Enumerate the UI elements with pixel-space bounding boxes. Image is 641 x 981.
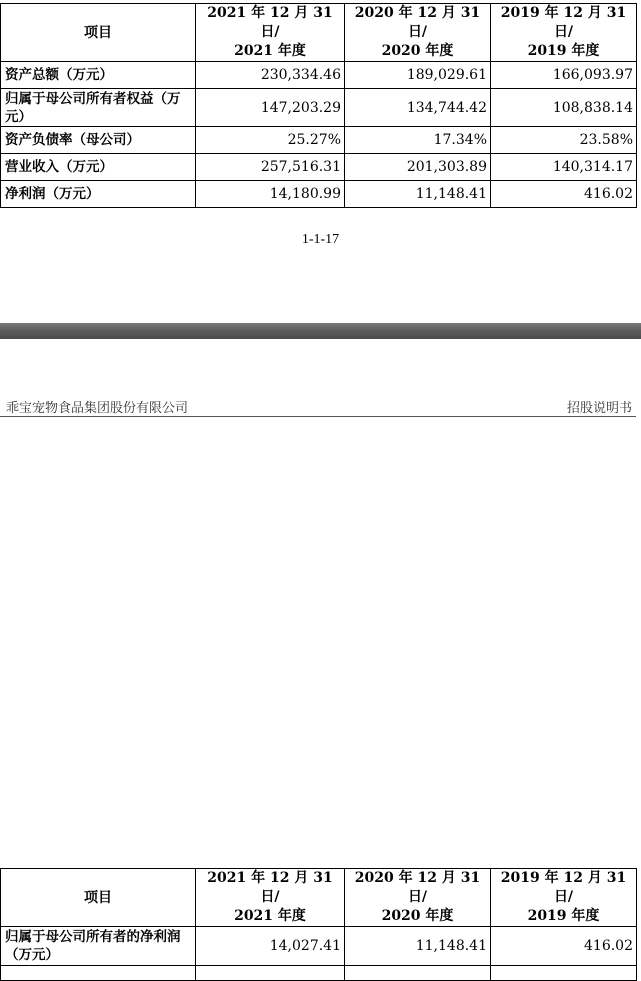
row-label: 净利润（万元） — [1, 181, 196, 208]
cell-2020: 11,148.41 — [345, 927, 491, 966]
row-label: 资产总额（万元） — [1, 62, 196, 89]
document-title: 招股说明书 — [566, 401, 632, 416]
header-2021-line1: 2021 年 12 月 31 日/ — [207, 5, 333, 40]
header-2021-line2: 2021 年度 — [234, 43, 306, 59]
cut-cell — [196, 966, 345, 981]
row-label: 归属于母公司所有者的净利润（万元） — [1, 927, 196, 966]
cell-2020: 17.34% — [345, 127, 491, 154]
table-row — [1, 127, 637, 154]
continued-table-frame — [0, 434, 641, 963]
cell-2020: 189,029.61 — [345, 62, 491, 89]
header-2019 — [491, 869, 637, 927]
header-2019-line1: 2019 年 12 月 31 日/ — [500, 5, 627, 40]
cell-2021: 14,180.99 — [196, 181, 345, 208]
header-2021-line1: 2021 年 12 月 31 日/ — [207, 870, 333, 905]
cell-2021: 25.27% — [196, 127, 345, 154]
table-row-cut-off — [1, 966, 637, 981]
table-row — [1, 927, 637, 966]
row-label: 归属于母公司所有者权益（万元） — [1, 89, 196, 127]
cell-2021: 257,516.31 — [196, 154, 345, 181]
running-header — [0, 395, 636, 417]
header-2020 — [345, 869, 491, 927]
cell-2019: 416.02 — [491, 181, 637, 208]
header-2019-line2: 2019 年度 — [527, 43, 600, 59]
cell-2019: 23.58% — [491, 127, 637, 154]
table-row — [1, 181, 637, 208]
cell-2020: 201,303.89 — [345, 154, 491, 181]
row-label: 营业收入（万元） — [1, 154, 196, 181]
page-number: 1-1-17 — [301, 232, 340, 247]
cell-2020: 11,148.41 — [345, 181, 491, 208]
cut-cell — [345, 966, 491, 981]
header-2020-line1: 2020 年 12 月 31 日/ — [354, 5, 481, 40]
cell-2019: 416.02 — [491, 927, 637, 966]
header-2021 — [196, 869, 345, 927]
header-2021 — [196, 4, 345, 62]
cut-cell — [1, 966, 196, 981]
cell-2021: 230,334.46 — [196, 62, 345, 89]
header-item: 项目 — [1, 4, 196, 62]
cell-2021: 14,027.41 — [196, 927, 345, 966]
header-2020-line2: 2020 年度 — [381, 908, 454, 924]
financial-summary-table — [0, 3, 637, 208]
cell-2020: 134,744.42 — [345, 89, 491, 127]
header-2021-line2: 2021 年度 — [234, 908, 306, 924]
company-name: 乖宝宠物食品集团股份有限公司 — [6, 401, 189, 416]
header-item: 项目 — [1, 869, 196, 927]
header-2019 — [491, 4, 637, 62]
header-2020 — [345, 4, 491, 62]
table-header-row — [1, 869, 637, 927]
cell-2021: 147,203.29 — [196, 89, 345, 127]
header-2019-line2: 2019 年度 — [527, 908, 600, 924]
cell-2019: 140,314.17 — [491, 154, 637, 181]
cell-2019: 108,838.14 — [491, 89, 637, 127]
header-2020-line1: 2020 年 12 月 31 日/ — [354, 870, 481, 905]
table-row — [1, 154, 637, 181]
table-row — [1, 62, 637, 89]
table-row — [1, 89, 637, 127]
cut-cell — [491, 966, 637, 981]
header-2019-line1: 2019 年 12 月 31 日/ — [500, 870, 627, 905]
row-label: 资产负债率（母公司） — [1, 127, 196, 154]
cell-2019: 166,093.97 — [491, 62, 637, 89]
header-2020-line2: 2020 年度 — [381, 43, 454, 59]
financial-summary-table-continued — [0, 868, 637, 981]
page-break-divider — [0, 323, 641, 339]
table-header-row — [1, 4, 637, 62]
